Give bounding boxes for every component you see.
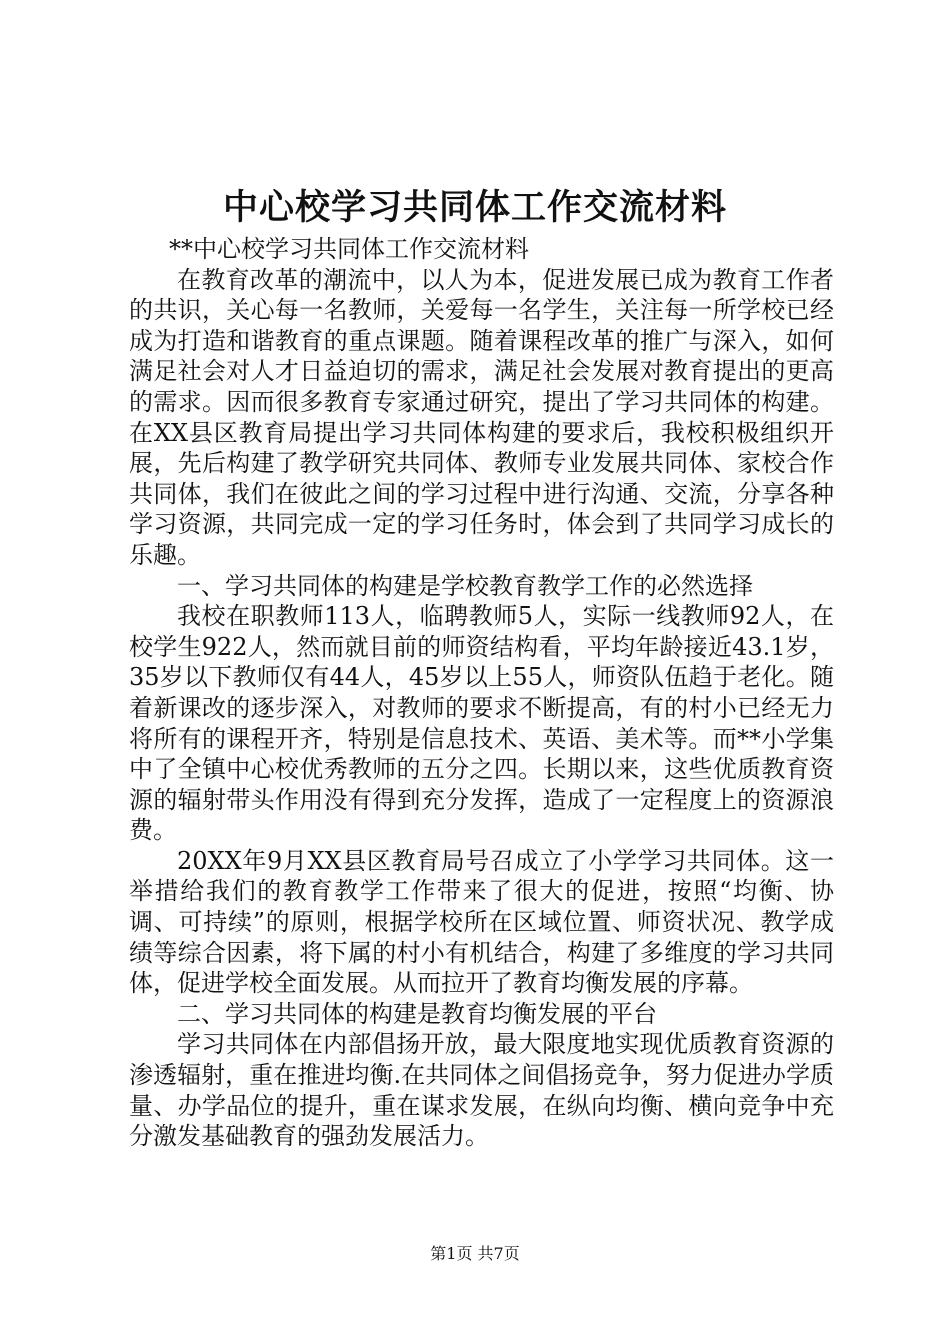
paragraph-intro: 在教育改革的潮流中，以人为本，促进发展已成为教育工作者的共识，关心每一名教师，关爱每一名学生，关注每一所学校已经成为打造和谐教育的重点课题。随着课程改革的推广与深入，如何满足社会对人才日益迫切的需求，满足社会发展对教育提出的更高的需求。因而很多教育专家通过研究，提出了学习共同体的构建。在XX县区教育局提出学习共同体构建的要求后，我校积极组织开展，先后构建了教学研究共同体、教师专业发展共同体、家校合作共同体，我们在彼此之间的学习过程中进行沟通、交流，分享各种学习资源，共同完成一定的学习任务时，体会到了共同学习成长的乐趣。 <box>129 265 834 569</box>
page-footer: 第1页 共7页 <box>430 1244 520 1263</box>
document-subtitle: **中心校学习共同体工作交流材料 <box>169 235 529 263</box>
paragraph-staff-stats: 我校在职教师113人，临聘教师5人，实际一线教师92人，在校学生922人，然而就目前的师资结构看，平均年龄接近43.1岁，35岁以下教师仅有44人，45岁以上55人，师资队伍趋于老化。随着新课改的逐步深入，对教师的要求不断提高，有的村小已经无力将所有的课程开齐，特别是信息技术、英语、美术等。而**小学集中了全镇中心校优秀教师的五分之四。长期以来，这些优质教育资源的辐射带头作用没有得到充分发挥，造成了一定程度上的资源浪费。 <box>129 602 834 845</box>
document-title: 中心校学习共同体工作交流材料 <box>222 187 727 228</box>
section-heading-1: 一、学习共同体的构建是学校教育教学工作的必然选择 <box>177 571 753 600</box>
document-body <box>129 234 834 1152</box>
paragraph-platform: 学习共同体在内部倡扬开放，最大限度地实现优质教育资源的渗透辐射，重在推进均衡.在共同体之间倡扬竞争，努力促进办学质量、办学品位的提升，重在谋求发展，在纵向均衡、横向竞争中充分激发基础教育的强劲发展活力。 <box>129 1030 834 1151</box>
section-heading-2: 二、学习共同体的构建是教育均衡发展的平台 <box>177 999 657 1028</box>
paragraph-2020-initiative: 20XX年9月XX县区教育局号召成立了小学学习共同体。这一举措给我们的教育教学工作带来了很大的促进，按照“均衡、协调、可持续”的原则，根据学校所在区域位置、师资状况、教学成绩等综合因素，将下属的村小有机结合，构建了多维度的学习共同体，促进学校全面发展。从而拉开了教育均衡发展的序幕。 <box>129 846 834 998</box>
